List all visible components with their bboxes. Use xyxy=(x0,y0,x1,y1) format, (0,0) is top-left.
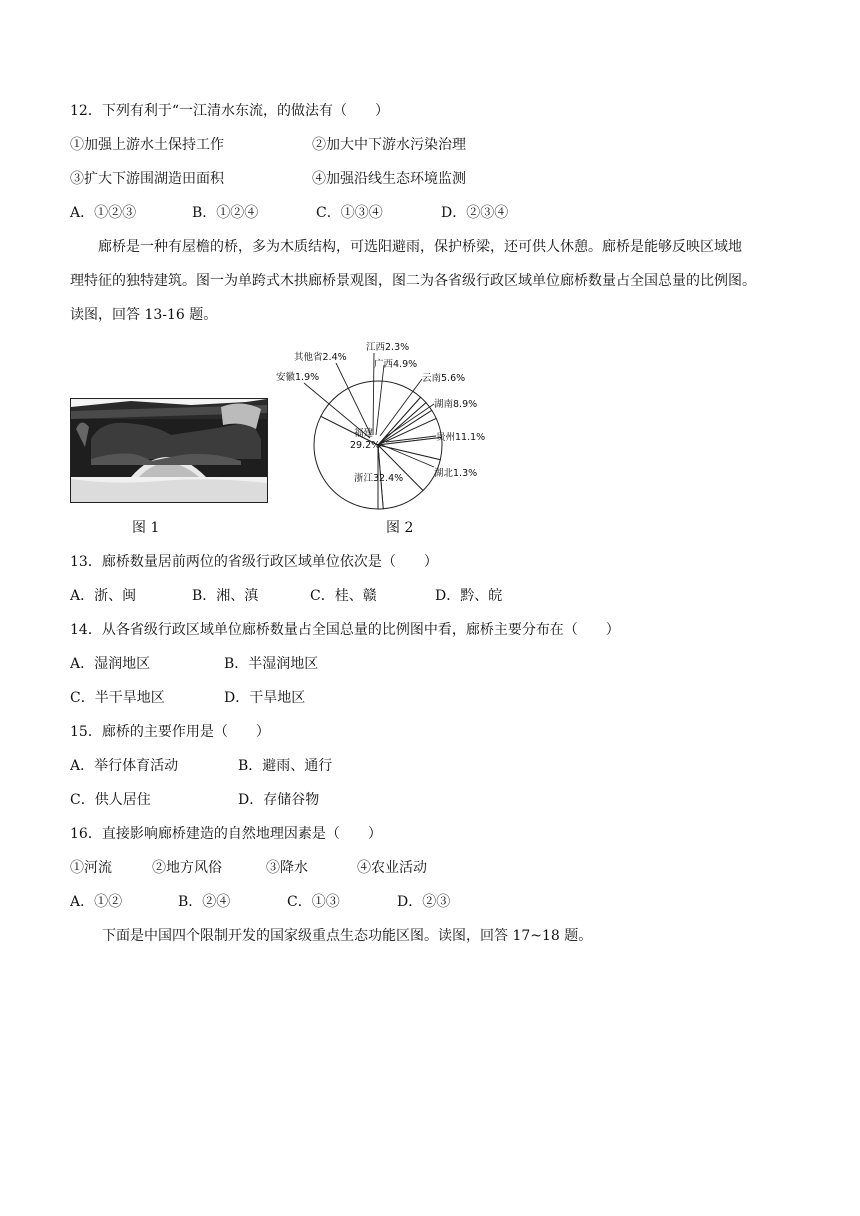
q15-options-row1 xyxy=(70,756,332,776)
bridge-photo xyxy=(70,398,268,503)
q13-option-d[interactable]: D．黔、皖 xyxy=(435,588,503,604)
q16-item-3: ③降水 xyxy=(266,860,308,876)
q13-option-a[interactable]: A．浙、闽 xyxy=(70,588,137,604)
q12-option-d[interactable]: D．②③④ xyxy=(441,205,509,221)
q14-option-a[interactable]: A．湿润地区 xyxy=(70,656,151,672)
q15-option-c[interactable]: C．供人居住 xyxy=(70,792,151,808)
q12-options xyxy=(70,203,508,223)
pie-label-yunnan: 云南5.6% xyxy=(422,373,466,384)
q16-option-c[interactable]: C．①③ xyxy=(287,894,340,910)
pie-label-other: 其他省2.4% xyxy=(294,352,347,363)
pie-label-jiangxi: 江西2.3% xyxy=(366,342,410,353)
q13-option-b[interactable]: B．湘、滇 xyxy=(192,588,259,604)
q12-item-3: ③扩大下游围湖造田面积 xyxy=(70,171,224,187)
pie-label-anhui: 安徽1.9% xyxy=(276,372,320,383)
q16-items xyxy=(70,858,427,878)
q16-stem: 16．直接影响廊桥建造的自然地理因素是（ ） xyxy=(70,826,382,842)
pie-chart xyxy=(270,335,500,510)
q16-item-2: ②地方风俗 xyxy=(152,860,222,876)
figure1-caption: 图 1 xyxy=(132,520,160,536)
q12-item-4: ④加强沿线生态环境监测 xyxy=(312,171,466,187)
passage1-line1: 廊桥是一种有屋檐的桥，多为木质结构，可选阳避雨，保护桥梁，还可供人休憩。廊桥是能够反映区域地 xyxy=(98,239,742,255)
q13-option-c[interactable]: C．桂、赣 xyxy=(310,588,377,604)
q16-item-1: ①河流 xyxy=(70,860,112,876)
q12-items-row1 xyxy=(70,135,466,155)
q12-option-c[interactable]: C．①③④ xyxy=(316,205,383,221)
q12-item-1: ①加强上游水土保持工作 xyxy=(70,137,224,153)
q12-stem: 12．下列有利于“一江清水东流，的做法有（ ） xyxy=(70,103,389,119)
pie-label-fujian: 福建 xyxy=(354,428,374,439)
q12-option-a[interactable]: A．①②③ xyxy=(70,205,137,221)
q14-option-d[interactable]: D．干旱地区 xyxy=(224,690,306,706)
q15-options-row2 xyxy=(70,790,319,810)
pie-label-guizhou: 贵州11.1% xyxy=(436,432,486,443)
q12-items-row2 xyxy=(70,169,466,189)
q15-option-a[interactable]: A．举行体育活动 xyxy=(70,758,179,774)
q15-option-d[interactable]: D．存储谷物 xyxy=(238,792,320,808)
figure2-caption: 图 2 xyxy=(386,520,414,536)
q13-options xyxy=(70,586,502,606)
pie-label-hubei: 湖北1.3% xyxy=(434,468,478,479)
q16-options xyxy=(70,892,450,912)
pie-label-fujian-pct: 29.2% xyxy=(350,440,381,451)
q14-options-row2 xyxy=(70,688,305,708)
passage1-line3: 读图，回答 13-16 题。 xyxy=(70,307,218,323)
pie-label-hunan: 湖南8.9% xyxy=(434,399,478,410)
pie-label-guangxi: 广西4.9% xyxy=(374,359,418,370)
q14-stem: 14．从各省级行政区域单位廊桥数量占全国总量的比例图中看，廊桥主要分布在（ ） xyxy=(70,622,620,638)
q16-option-b[interactable]: B．②④ xyxy=(178,894,231,910)
passage1-line2: 理特征的独特建筑。图一为单跨式木拱廊桥景观图，图二为各省级行政区域单位廊桥数量占全国总量的比例图。 xyxy=(70,273,756,289)
passage2-text: 下面是中国四个限制开发的国家级重点生态功能区图。读图，回答 17~18 题。 xyxy=(102,928,593,944)
q14-option-c[interactable]: C．半干旱地区 xyxy=(70,690,165,706)
q14-option-b[interactable]: B．半湿润地区 xyxy=(224,656,319,672)
q16-option-d[interactable]: D．②③ xyxy=(397,894,451,910)
q15-option-b[interactable]: B．避雨、通行 xyxy=(238,758,333,774)
q14-options-row1 xyxy=(70,654,318,674)
q16-option-a[interactable]: A．①② xyxy=(70,894,123,910)
pie-label-zhejiang: 浙江32.4% xyxy=(354,473,404,484)
q12-option-b[interactable]: B．①②④ xyxy=(192,205,259,221)
q16-item-4: ④农业活动 xyxy=(357,860,427,876)
q12-item-2: ②加大中下游水污染治理 xyxy=(312,137,466,153)
q15-stem: 15．廊桥的主要作用是（ ） xyxy=(70,724,270,740)
q13-stem: 13．廊桥数量居前两位的省级行政区域单位依次是（ ） xyxy=(70,554,438,570)
